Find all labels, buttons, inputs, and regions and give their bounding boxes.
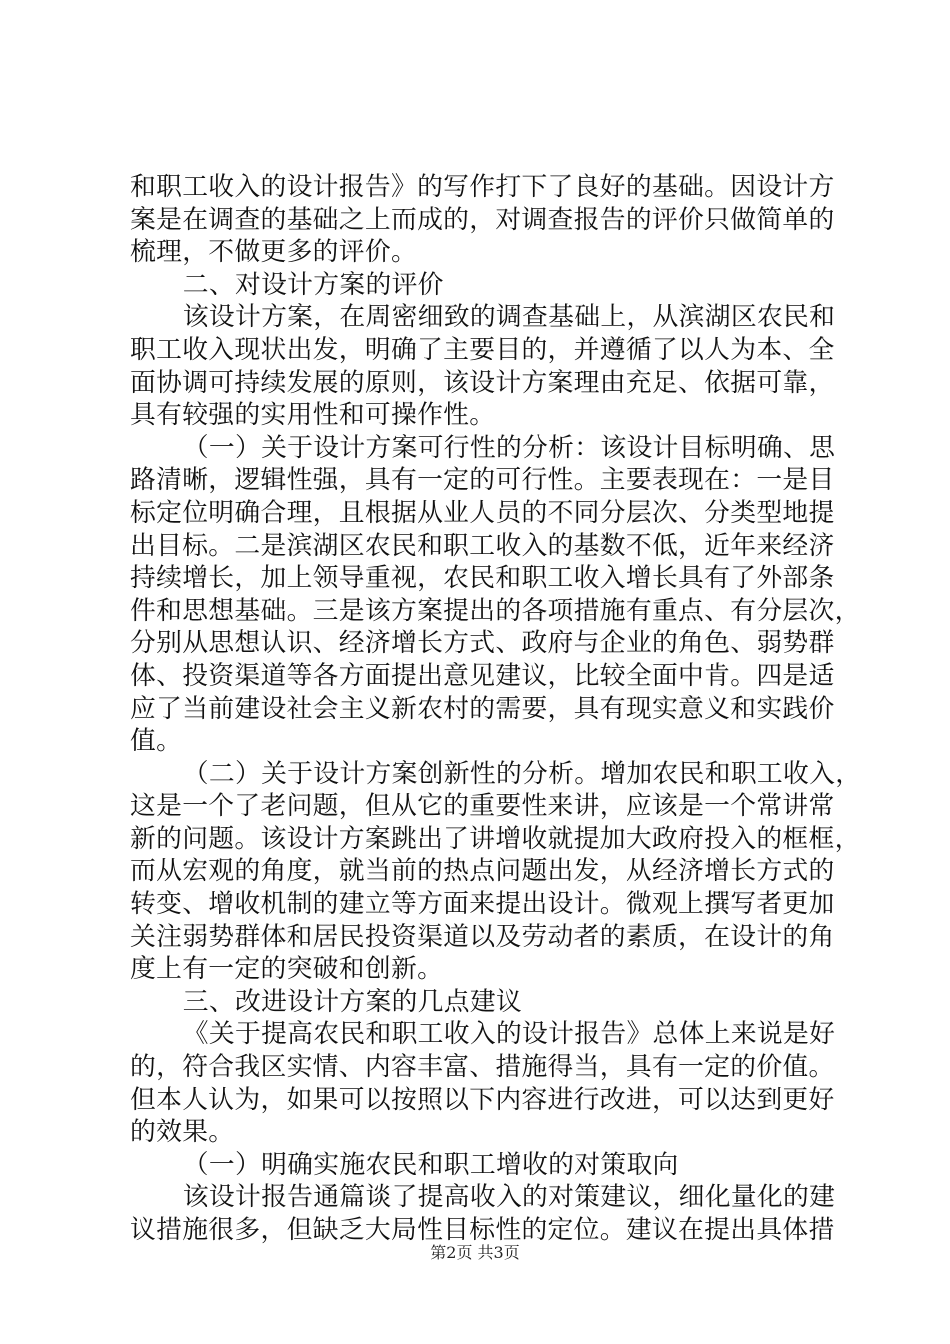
document-body bbox=[130, 171, 862, 1247]
text-line: 值。 bbox=[130, 726, 183, 757]
text-line: 而从宏观的角度，就当前的热点问题出发，从经济增长方式的 bbox=[130, 856, 835, 887]
text-line: 的，符合我区实情、内容丰富、措施得当，具有一定的价值。 bbox=[130, 1052, 835, 1083]
text-line: 二、对设计方案的评价 bbox=[182, 269, 444, 300]
text-line: 路清晰，逻辑性强，具有一定的可行性。主要表现在：一是目 bbox=[130, 465, 835, 496]
text-line: 分别从思想认识、经济增长方式、政府与企业的角色、弱势群 bbox=[130, 628, 835, 659]
text-line: 议措施很多，但缺乏大局性目标性的定位。建议在提出具体措 bbox=[130, 1215, 835, 1245]
text-line: 梳理，不做更多的评价。 bbox=[130, 237, 418, 268]
text-line: 度上有一定的突破和创新。 bbox=[130, 954, 444, 985]
text-line: 三、改进设计方案的几点建议 bbox=[182, 986, 523, 1017]
text-line: （二）关于设计方案创新性的分析。增加农民和职工收入， bbox=[182, 758, 862, 789]
text-line: 和职工收入的设计报告》的写作打下了良好的基础。因设计方 bbox=[130, 172, 835, 202]
text-line: 标定位明确合理，且根据从业人员的不同分层次、分类型地提 bbox=[130, 497, 835, 528]
text-line: 应了当前建设社会主义新农村的需要，具有现实意义和实践价 bbox=[130, 693, 835, 724]
text-line: （一）明确实施农民和职工增收的对策取向 bbox=[182, 1149, 679, 1180]
text-line: 该设计报告通篇谈了提高收入的对策建议，细化量化的建 bbox=[182, 1182, 836, 1213]
text-line: 职工收入现状出发，明确了主要目的，并遵循了以人为本、全 bbox=[130, 334, 835, 365]
text-line: 转变、增收机制的建立等方面来提出设计。微观上撰写者更加 bbox=[130, 889, 835, 920]
text-line: 出目标。二是滨湖区农民和职工收入的基数不低，近年来经济 bbox=[130, 530, 835, 561]
page-footer: 第2页 共3页 bbox=[430, 1243, 520, 1262]
text-line: 《关于提高农民和职工收入的设计报告》总体上来说是好 bbox=[182, 1019, 836, 1050]
text-line: （一）关于设计方案可行性的分析：该设计目标明确、思 bbox=[182, 432, 836, 463]
text-line: 的效果。 bbox=[130, 1117, 235, 1148]
text-line: 体、投资渠道等各方面提出意见建议，比较全面中肯。四是适 bbox=[130, 660, 835, 691]
text-line: 新的问题。该设计方案跳出了讲增收就提加大政府投入的框框， bbox=[130, 823, 861, 854]
text-line: 面协调可持续发展的原则，该设计方案理由充足、依据可靠， bbox=[130, 367, 835, 398]
text-line: 这是一个了老问题，但从它的重要性来讲，应该是一个常讲常 bbox=[130, 791, 835, 822]
text-line: 但本人认为，如果可以按照以下内容进行改进，可以达到更好 bbox=[130, 1084, 835, 1115]
text-line: 该设计方案，在周密细致的调查基础上，从滨湖区农民和 bbox=[182, 302, 836, 333]
text-line: 关注弱势群体和居民投资渠道以及劳动者的素质，在设计的角 bbox=[130, 921, 835, 952]
text-line: 件和思想基础。三是该方案提出的各项措施有重点、有分层次， bbox=[130, 595, 861, 626]
text-line: 具有较强的实用性和可操作性。 bbox=[130, 400, 496, 431]
text-line: 持续增长，加上领导重视，农民和职工收入增长具有了外部条 bbox=[130, 563, 835, 594]
text-line: 案是在调查的基础之上而成的，对调查报告的评价只做简单的 bbox=[130, 204, 835, 235]
